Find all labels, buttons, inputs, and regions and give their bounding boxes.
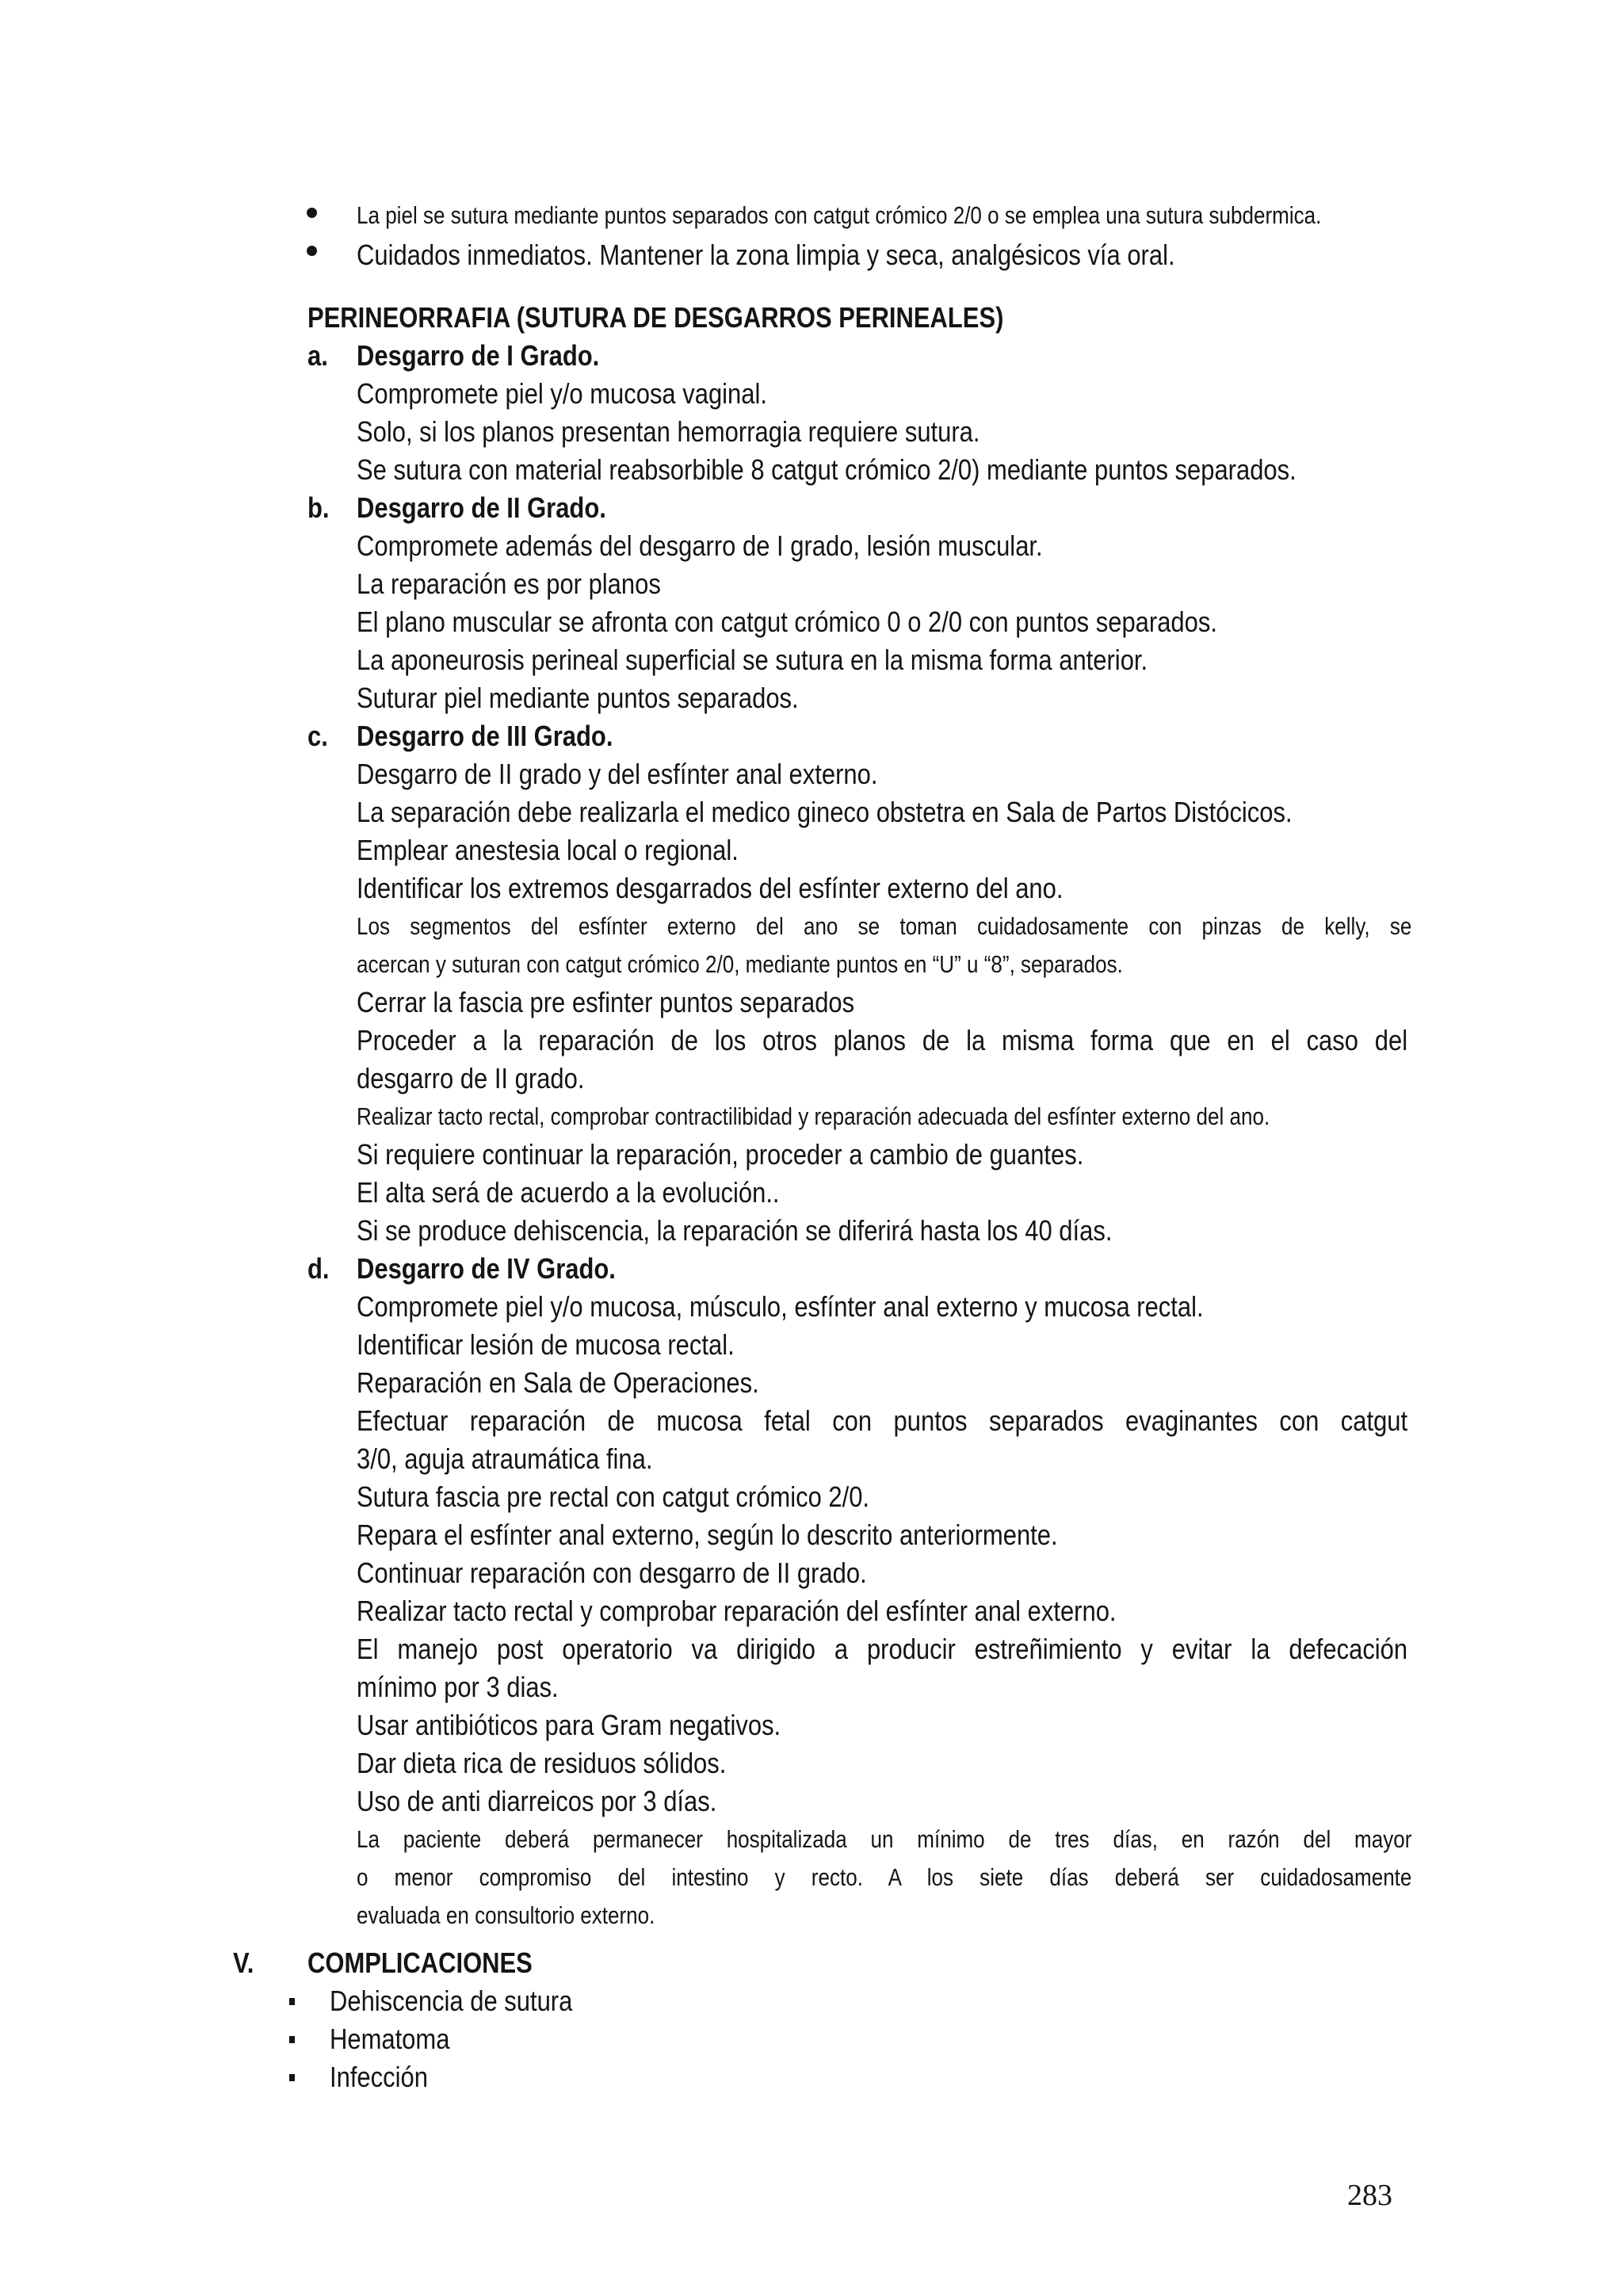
body-line: Continuar reparación con desgarro de II grado.	[357, 1557, 867, 1589]
body-line: Sutura fascia pre rectal con catgut crómico 2/0.	[357, 1480, 870, 1513]
list-item: Dehiscencia de sutura	[330, 1985, 573, 2017]
body-line: Reparación en Sala de Operaciones.	[357, 1366, 759, 1399]
list-marker: d.	[307, 1252, 330, 1285]
body-line: Usar antibióticos para Gram negativos.	[357, 1709, 781, 1741]
body-line: El alta será de acuerdo a la evolución..	[357, 1176, 780, 1209]
body-line: Desgarro de II grado y del esfínter anal externo.	[357, 758, 878, 790]
body-line: Compromete además del desgarro de I grado, lesión muscular.	[357, 529, 1043, 562]
bullet-text: Cuidados inmediatos. Mantener la zona limpia y seca, analgésicos vía oral.	[357, 239, 1175, 271]
body-line: Solo, si los planos presentan hemorragia requiere sutura.	[357, 415, 980, 448]
body-line: Realizar tacto rectal, comprobar contractilibidad y reparación adecuada del esfínter externo del ano.	[357, 1102, 1270, 1130]
body-line: La reparación es por planos	[357, 567, 661, 600]
body-line: El plano muscular se afronta con catgut crómico 0 o 2/0 con puntos separados.	[357, 606, 1217, 638]
body-line: Emplear anestesia local o regional.	[357, 834, 739, 866]
list-item: Hematoma	[330, 2023, 450, 2055]
body-line: Identificar los extremos desgarrados del esfínter externo del ano.	[357, 872, 1064, 904]
body-line: Los segmentos del esfínter externo del ano se toman cuidadosamente con pinzas de kelly, se	[357, 912, 1412, 940]
subsection-title: Desgarro de IV Grado.	[357, 1252, 616, 1285]
body-line: Se sutura con material reabsorbible 8 catgut crómico 2/0) mediante puntos separados.	[357, 453, 1296, 486]
body-line: Efectuar reparación de mucosa fetal con puntos separados evaginantes con catgut	[357, 1404, 1408, 1437]
list-marker: a.	[307, 339, 328, 372]
body-line: evaluada en consultorio externo.	[357, 1901, 655, 1929]
subsection-title: Desgarro de I Grado.	[357, 339, 600, 372]
bullet-dot-icon	[307, 246, 317, 256]
body-line: Compromete piel y/o mucosa, músculo, esfínter anal externo y mucosa rectal.	[357, 1290, 1204, 1323]
bullet-dot-icon	[307, 208, 317, 218]
body-line: Si se produce dehiscencia, la reparación se diferirá hasta los 40 días.	[357, 1214, 1113, 1247]
square-bullet-icon	[289, 1998, 295, 2005]
body-line: Proceder a la reparación de los otros planos de la misma forma que en el caso del	[357, 1024, 1408, 1056]
subsection-title: Desgarro de III Grado.	[357, 720, 613, 752]
section-number: V.	[233, 1946, 254, 1979]
list-marker: c.	[307, 720, 328, 752]
section-title: PERINEORRAFIA (SUTURA DE DESGARROS PERINEALES)	[307, 301, 1004, 334]
section-heading: COMPLICACIONES	[307, 1946, 533, 1979]
body-line: Realizar tacto rectal y comprobar reparación del esfínter anal externo.	[357, 1595, 1117, 1627]
subsection-title: Desgarro de II Grado.	[357, 491, 606, 524]
body-line: Cerrar la fascia pre esfinter puntos separados	[357, 986, 855, 1018]
body-line: Compromete piel y/o mucosa vaginal.	[357, 377, 767, 410]
list-item: Infección	[330, 2061, 428, 2093]
body-line: Uso de anti diarreicos por 3 días.	[357, 1785, 717, 1817]
body-line: Dar dieta rica de residuos sólidos.	[357, 1747, 727, 1779]
body-line: Repara el esfínter anal externo, según lo descrito anteriormente.	[357, 1519, 1058, 1551]
square-bullet-icon	[289, 2036, 295, 2043]
body-line: La paciente deberá permanecer hospitalizada un mínimo de tres días, en razón del mayor	[357, 1825, 1412, 1853]
body-line: 3/0, aguja atraumática fina.	[357, 1442, 653, 1475]
body-line: La separación debe realizarla el medico gineco obstetra en Sala de Partos Distócicos.	[357, 796, 1293, 828]
body-line: acercan y suturan con catgut crómico 2/0, mediante puntos en “U” u “8”, separados.	[357, 950, 1123, 978]
body-line: Suturar piel mediante puntos separados.	[357, 682, 799, 714]
body-line: o menor compromiso del intestino y recto. A los siete días deberá ser cuidadosamente	[357, 1863, 1412, 1891]
square-bullet-icon	[289, 2074, 295, 2081]
body-line: El manejo post operatorio va dirigido a producir estreñimiento y evitar la defecación	[357, 1633, 1408, 1665]
body-line: La aponeurosis perineal superficial se sutura en la misma forma anterior.	[357, 644, 1148, 676]
page-number: 283	[1347, 2179, 1392, 2212]
body-line: desgarro de II grado.	[357, 1062, 585, 1095]
bullet-text: La piel se sutura mediante puntos separados con catgut crómico 2/0 o se emplea una sutura subdermica.	[357, 201, 1322, 229]
body-line: Identificar lesión de mucosa rectal.	[357, 1328, 735, 1361]
list-marker: b.	[307, 491, 330, 524]
body-line: mínimo por 3 dias.	[357, 1671, 559, 1703]
body-line: Si requiere continuar la reparación, proceder a cambio de guantes.	[357, 1138, 1084, 1171]
